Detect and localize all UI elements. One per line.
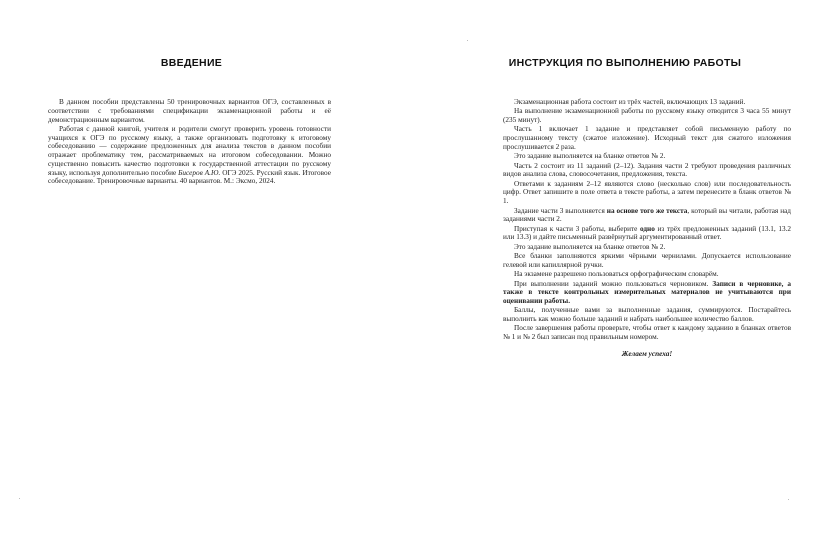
paragraph: Ответами к заданиям 2–12 являются слово (несколько слов) или последовательность цифр. Ответ запишите в поле ответа в тексте работы, а затем перенесите в бланк ответов № 1.	[503, 179, 791, 206]
instructions-text	[503, 98, 791, 359]
text-run: ОГЭ 2025. Русский язык. Итоговое собеседование. Тренировочные варианты. 40 вариантов. М.: Эксмо, 2024.	[48, 168, 331, 186]
emphasis: Записи в черновике, а также в тексте контрольных измерительных материалов не учитываются при оценивании работы.	[503, 279, 791, 306]
paragraph: Это задание выполняется на бланке ответов № 2.	[514, 152, 666, 161]
text-run: , который вы читали, работая над заданиями части 2.	[503, 206, 791, 224]
paragraph: Это задание выполняется на бланке ответов № 2.	[514, 242, 666, 251]
paragraph: Экзаменационная работа состоит из трёх частей, включающих 13 заданий.	[514, 98, 746, 106]
right-page	[410, 0, 820, 553]
text-run: Приступая к части 3 работы, выберите	[514, 224, 640, 233]
paragraph: Часть 2 состоит из 11 заданий (2–12). Задания части 2 требуют проведения различных видов анализа слова, словосочетания, предложения, текста.	[503, 161, 791, 179]
paragraph: После завершения работы проверьте, чтобы ответ к каждому заданию в бланках ответов № 1 и № 2 был записан под правильным номером.	[503, 324, 791, 342]
introduction-text	[48, 98, 331, 186]
paragraph: Часть 1 включает 1 задание и представляет собой письменную работу по прослушанному тексту (сжатое изложение). Исходный текст для сжатого изложения прослушивается 2 раза.	[503, 125, 791, 151]
paragraph	[503, 280, 791, 306]
paragraph	[503, 225, 791, 243]
text-run: При выполнении заданий можно пользоваться черновиком.	[514, 279, 713, 288]
text-run: Работая с данной книгой, учителя и родители смогут проверить уровень готовности учащихся к ОГЭ по русскому языку, а также организовать подготовку к итоговому собеседованию — содержание предложенных для анализа текстов в данном пособии отражает проблематику тем, рассматриваемых на итоговом собеседовании. Можно существенно повысить качество подготовки к государственной аттестации по русскому языку, используя дополнительно пособие	[48, 124, 331, 177]
emphasis: одно	[639, 224, 655, 233]
scan-speck	[19, 498, 20, 499]
emphasis: на основе того же текста	[606, 206, 688, 215]
paragraph	[503, 207, 791, 225]
text-run: Задание части 3 выполняется	[514, 206, 607, 215]
paragraph: На экзамене разрешено пользоваться орфографическим словарём.	[514, 270, 719, 279]
paragraph: Все бланки заполняются яркими чёрными чернилами. Допускается использование гелевой или капиллярной ручки.	[503, 252, 791, 269]
paragraph: Баллы, полученные вами за выполненные задания, суммируются. Постарайтесь выполнить как можно больше заданий и набрать наибольшее количество баллов.	[503, 306, 791, 324]
paragraph: В данном пособии представлены 50 тренировочных вариантов ОГЭ, составленных в соответствии с требованиями спецификации экзаменационной работы и её демонстрационным вариантом.	[48, 98, 331, 124]
instructions-title: ИНСТРУКЦИЯ ПО ВЫПОЛНЕНИЮ РАБОТЫ	[508, 57, 742, 69]
paragraph	[48, 125, 331, 186]
text-run: из трёх предложенных заданий (13.1, 13.2 или 13.3) и дайте письменный развёрнутый аргументированный ответ.	[503, 224, 792, 242]
good-luck-wish: Желаем успеха!	[621, 349, 673, 358]
paragraph: На выполнение экзаменационной работы по русскому языку отводится 3 часа 55 минут (235 минут).	[503, 107, 791, 125]
scan-speck	[467, 40, 468, 41]
author-name: Бисеров А.Ю.	[178, 168, 221, 177]
introduction-title: ВВЕДЕНИЕ	[160, 57, 223, 69]
scan-speck	[788, 499, 789, 500]
